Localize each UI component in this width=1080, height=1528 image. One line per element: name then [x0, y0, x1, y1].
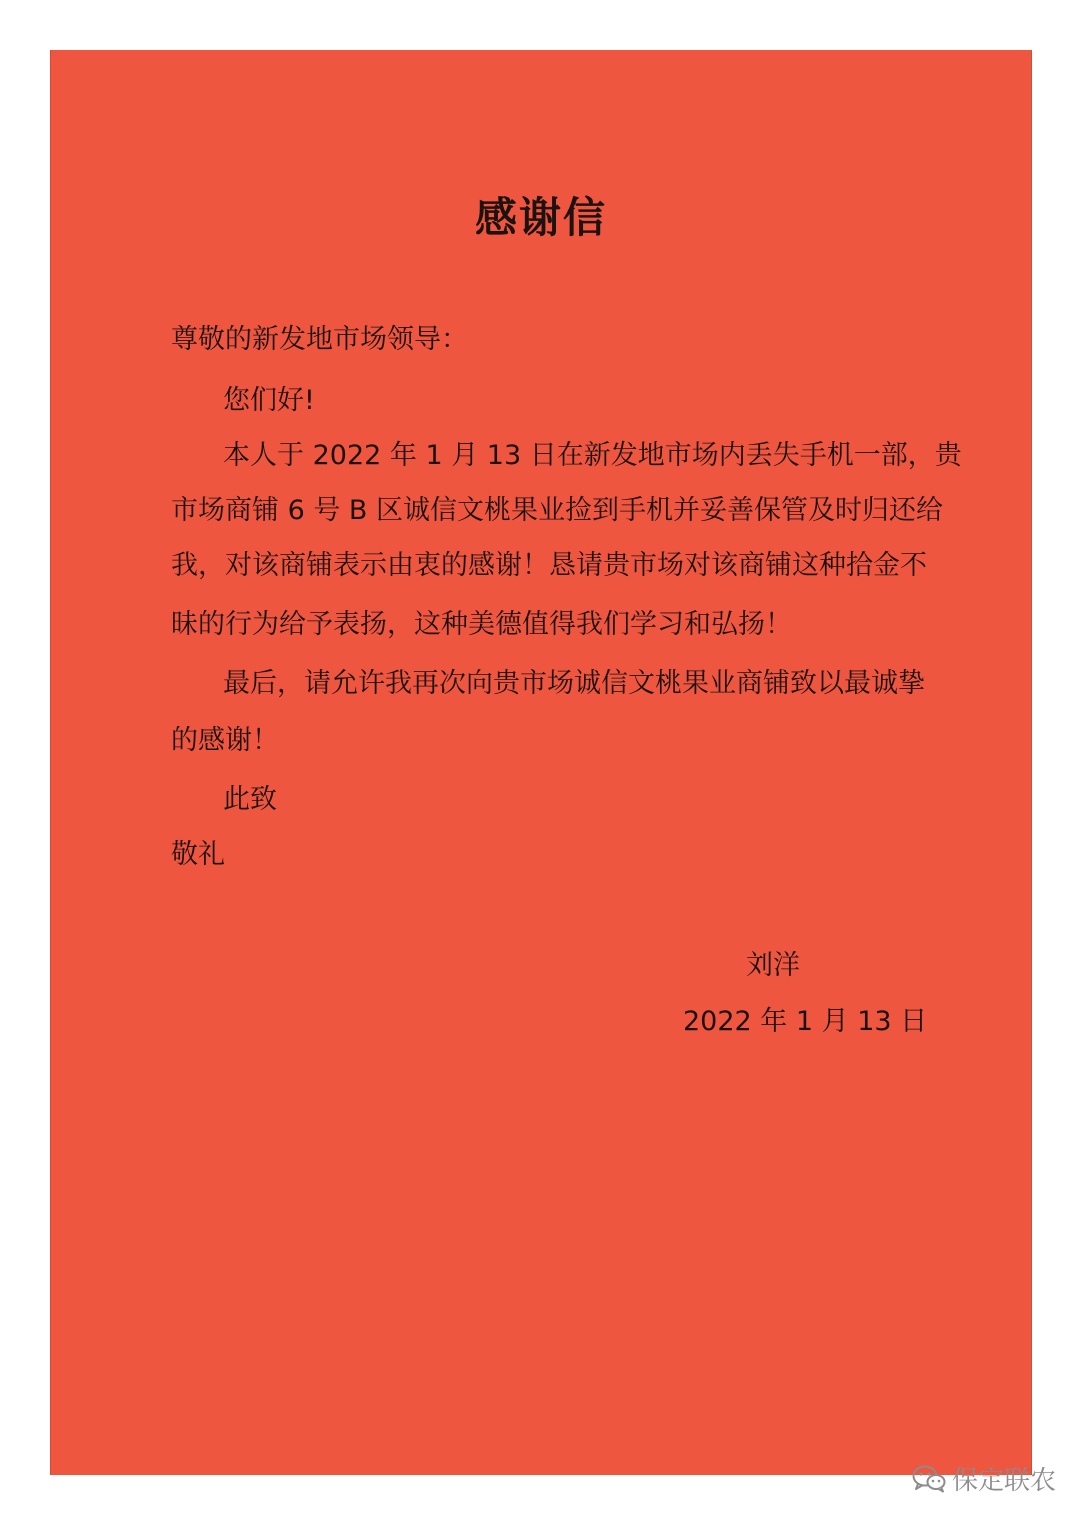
- wechat-icon: [912, 1465, 946, 1493]
- account-watermark: [912, 1460, 1056, 1497]
- letter-paper: [50, 50, 1032, 1475]
- watermark-label: 保定联农: [952, 1466, 1057, 1496]
- paragraph-line: 昧的行为给予表扬，这种美德值得我们学习和弘扬！: [171, 609, 792, 640]
- letter-signer: 刘洋: [746, 950, 800, 981]
- letter-title: 感谢信: [474, 193, 607, 242]
- paragraph-line: 的感谢！: [171, 725, 279, 756]
- letter-salutation: 尊敬的新发地市场领导：: [171, 324, 468, 355]
- closing-line-1: 此致: [223, 784, 277, 815]
- letter-greeting: 您们好!: [223, 385, 315, 416]
- paragraph-line: 最后，请允许我再次向贵市场诚信文桃果业商铺致以最诚挚: [223, 668, 925, 699]
- letter-date: 2022 年 1 月 13 日: [683, 1006, 928, 1037]
- paragraph-line: 我，对该商铺表示由衷的感谢！恳请贵市场对该商铺这种拾金不: [171, 550, 927, 581]
- closing-line-2: 敬礼: [171, 839, 225, 870]
- paragraph-line: 本人于 2022 年 1 月 13 日在新发地市场内丢失手机一部，贵: [223, 440, 962, 471]
- paragraph-line: 市场商铺 6 号 B 区诚信文桃果业捡到手机并妥善保管及时归还给: [171, 495, 944, 526]
